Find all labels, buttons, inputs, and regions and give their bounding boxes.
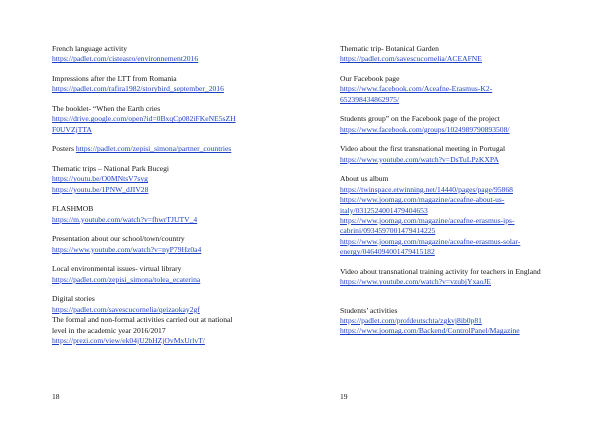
entry-link[interactable]: https://prezi.com/view/ek04jU2bHZjOvMxUrlvT/: [52, 336, 205, 346]
entry-title: Video about transnational training activity for teachers in England: [340, 266, 541, 276]
entry-digital-stories: [52, 294, 284, 315]
entry-title: Impressions after the LTT from Romania: [52, 74, 177, 83]
entry-impressions-ltt: [52, 74, 284, 95]
entry-link[interactable]: https://www.joomag.com/magazine/aceafne-erasmus-ips-: [340, 216, 515, 226]
entry-students-group: [340, 114, 570, 135]
entry-title: Video about the first transnational meeting in Portugal: [340, 144, 506, 154]
entry-link[interactable]: https://youtu.be/1PNW_dJIV28: [52, 184, 149, 194]
entry-video-england: [340, 267, 570, 288]
entry-link[interactable]: https://drive.google.com/open?id=0BxqCp082iFKeNE5sZH: [52, 114, 236, 124]
entry-link[interactable]: https://twinspace.etwinning.net/14440/pages/page/95868: [340, 184, 513, 194]
entry-title: FLASHMOB: [52, 204, 94, 214]
entry-facebook-page: [340, 74, 570, 105]
entry-link-continued[interactable]: energy/0464094001479415182: [340, 247, 435, 257]
entry-link[interactable]: https://youtu.be/O0MNtsV7syg: [52, 174, 148, 184]
entry-link[interactable]: https://www.youtube.com/watch?v=DsTuLPzKXPA: [340, 154, 499, 164]
entry-text-line: level in the academic year 2016/2017: [52, 325, 166, 335]
entry-virtual-library: [52, 264, 284, 285]
entry-formal-activities: [52, 315, 284, 346]
entry-booklet: [52, 104, 284, 135]
entry-link[interactable]: https://padlet.com/profdeutschta/zgkvj8ib0p81: [340, 316, 482, 326]
entry-link-continued[interactable]: italy/0312524001479404653: [340, 205, 428, 215]
right-column: [340, 44, 570, 346]
entry-posters: [52, 144, 284, 154]
entry-presentation: [52, 234, 284, 255]
entry-title: Students’ activities: [340, 305, 398, 315]
entry-title: Thematic trip- Botanical Garden: [340, 44, 439, 53]
entry-title: Students group” on the Facebook page of the project: [340, 114, 500, 124]
page-number: 18: [52, 392, 60, 401]
entry-title: The booklet- “When the Earth cries: [52, 104, 161, 113]
entry-link[interactable]: https://padlet.com/savescucornelia/qeizaokay2gf: [52, 304, 200, 314]
entry-link[interactable]: https://www.youtube.com/watch?v=nyP79Hz0a4: [52, 244, 202, 254]
entry-botanical-garden: [340, 44, 570, 65]
entry-link[interactable]: https://padlet.com/zepisi_simona/partner_countries: [75, 144, 232, 154]
left-column: [52, 44, 284, 356]
entry-link[interactable]: https://www.facebook.com/Aceafne-Erasmus-K2-: [340, 84, 493, 94]
entry-link[interactable]: https://www.joomag.com/Backend/ControlPanel/Magazine: [340, 326, 520, 336]
entry-title: Digital stories: [52, 294, 95, 304]
entry-students-activities: [340, 306, 570, 337]
entry-video-portugal: [340, 144, 570, 165]
entry-title: Thematic trips – National Park Bucegi: [52, 164, 170, 173]
entry-french-activity: [52, 44, 284, 65]
right-page: [300, 0, 600, 424]
entry-link[interactable]: https://www.youtube.com/watch?v=vzubjYxaoJE: [340, 277, 491, 287]
entry-title: Presentation about our school/town/country: [52, 234, 185, 244]
entry-link[interactable]: https://m.youtube.com/watch?v=fhwrTJUTV_4: [52, 214, 198, 224]
entry-about-us-album: [340, 174, 570, 257]
page-number: 19: [340, 392, 348, 401]
entry-thematic-trips-bucegi: [52, 164, 284, 195]
entry-title: Local environmental issues- virtual library: [52, 264, 182, 274]
entry-link[interactable]: https://padlet.com/zepisi_simona/tolea_ecaterina: [52, 274, 201, 284]
entry-link[interactable]: https://padlet.com/cisteasro/environnement2016: [52, 54, 199, 64]
entry-link-continued[interactable]: F0UVZjTTA: [52, 124, 92, 134]
entry-title: French language activity: [52, 44, 128, 53]
entry-link[interactable]: https://www.joomag.com/magazine/aceafne-erasmus-solar-: [340, 236, 521, 246]
entry-link-continued[interactable]: 652398434862975/: [340, 94, 400, 104]
entry-text-line: The formal and non-formal activities carried out at national: [52, 315, 233, 325]
entry-link[interactable]: https://www.joomag.com/magazine/aceafne-about-us-: [340, 195, 505, 205]
entry-link[interactable]: https://www.facebook.com/groups/1024989790893508/: [340, 124, 510, 134]
entry-link[interactable]: https://padlet.com/savescucornelia/ACEAFNE: [340, 54, 482, 64]
entry-title: Posters: [52, 144, 76, 154]
entry-title: Our Facebook page: [340, 74, 400, 83]
entry-link[interactable]: https://padlet.com/rafira1982/storybird_september_2016: [52, 84, 224, 94]
entry-flashmob: [52, 204, 284, 225]
entry-title: About us album: [340, 174, 389, 184]
entry-link-continued[interactable]: cabrini/0934597001479414225: [340, 226, 436, 236]
